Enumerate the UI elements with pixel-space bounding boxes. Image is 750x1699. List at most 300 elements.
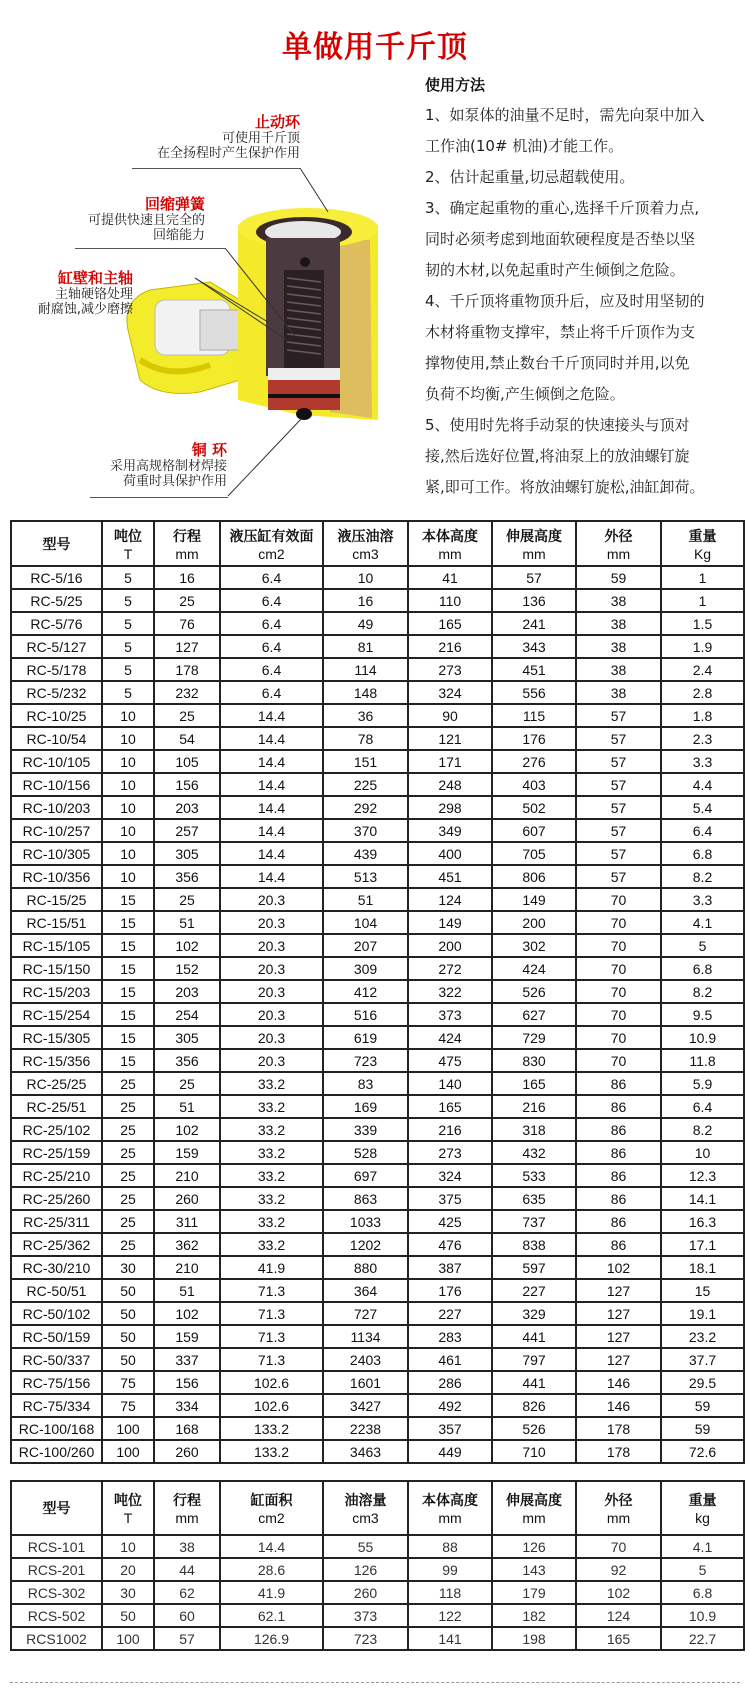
table-cell: RC-10/156 bbox=[11, 773, 102, 796]
table-cell: 83 bbox=[323, 1072, 408, 1095]
table-cell: 105 bbox=[154, 750, 220, 773]
table-cell: 3427 bbox=[323, 1394, 408, 1417]
table-cell: 102 bbox=[576, 1581, 661, 1604]
table-row bbox=[11, 1417, 744, 1440]
table-cell: 2.8 bbox=[661, 681, 744, 704]
table-cell: 1.5 bbox=[661, 612, 744, 635]
table-cell: 38 bbox=[576, 635, 661, 658]
table-cell: 38 bbox=[576, 589, 661, 612]
table-cell: 597 bbox=[492, 1256, 576, 1279]
table-cell: 159 bbox=[154, 1325, 220, 1348]
table-cell: 59 bbox=[576, 566, 661, 589]
table-cell: 30 bbox=[102, 1256, 154, 1279]
table-cell: 146 bbox=[576, 1394, 661, 1417]
table-cell: 179 bbox=[492, 1581, 576, 1604]
usage-line: 5、使用时先将手动泵的快速接头与顶对 bbox=[425, 416, 690, 434]
table-cell: 14.4 bbox=[220, 819, 323, 842]
column-header-label: 缸面积 bbox=[250, 1492, 293, 1508]
table-cell: 424 bbox=[492, 957, 576, 980]
column-header-label: 行程 bbox=[173, 1492, 201, 1508]
table-cell: 4.1 bbox=[661, 911, 744, 934]
table-cell: 227 bbox=[492, 1279, 576, 1302]
table-cell: 57 bbox=[576, 865, 661, 888]
table-cell: 729 bbox=[492, 1026, 576, 1049]
table-cell: 260 bbox=[154, 1440, 220, 1463]
table-cell: 273 bbox=[408, 658, 492, 681]
table-cell: 210 bbox=[154, 1164, 220, 1187]
column-header bbox=[492, 1481, 576, 1535]
table-cell: 8.2 bbox=[661, 1118, 744, 1141]
table-cell: 10 bbox=[661, 1141, 744, 1164]
table-cell: 33.2 bbox=[220, 1210, 323, 1233]
table-row bbox=[11, 1026, 744, 1049]
callout-title: 回缩弹簧 bbox=[144, 195, 205, 213]
column-header-label: 吨位 bbox=[114, 1492, 142, 1508]
column-header-unit: mm bbox=[522, 1510, 546, 1526]
table-cell: 635 bbox=[492, 1187, 576, 1210]
table-row bbox=[11, 1604, 744, 1627]
table-cell: 104 bbox=[323, 911, 408, 934]
table-cell: 57 bbox=[576, 842, 661, 865]
table-cell: 75 bbox=[102, 1371, 154, 1394]
table-cell: RC-25/25 bbox=[11, 1072, 102, 1095]
column-header-unit: cm2 bbox=[258, 1510, 285, 1526]
table-row bbox=[11, 1233, 744, 1256]
table-cell: 33.2 bbox=[220, 1118, 323, 1141]
table-cell: 737 bbox=[492, 1210, 576, 1233]
table-cell: 232 bbox=[154, 681, 220, 704]
table-cell: 4.1 bbox=[661, 1535, 744, 1558]
table-cell: 86 bbox=[576, 1141, 661, 1164]
table-cell: 110 bbox=[408, 589, 492, 612]
column-header bbox=[323, 1481, 408, 1535]
callout-text: 采用高规格制材焊接 bbox=[109, 459, 227, 474]
usage-line: 4、千斤顶将重物顶升后，应及时用坚韧的 bbox=[425, 292, 705, 310]
table-cell: 1.8 bbox=[661, 704, 744, 727]
column-header-unit: Kg bbox=[693, 545, 712, 562]
callout-stop-ring bbox=[157, 114, 300, 161]
table-cell: 273 bbox=[408, 1141, 492, 1164]
table-cell: 176 bbox=[408, 1279, 492, 1302]
table-cell: 33.2 bbox=[220, 1187, 323, 1210]
table-cell: RC-100/168 bbox=[11, 1417, 102, 1440]
table-row bbox=[11, 1627, 744, 1650]
table-row bbox=[11, 1187, 744, 1210]
table-cell: 502 bbox=[492, 796, 576, 819]
table-cell: 33.2 bbox=[220, 1233, 323, 1256]
table-cell: 710 bbox=[492, 1440, 576, 1463]
table-cell: 57 bbox=[576, 727, 661, 750]
table-cell: 57 bbox=[576, 750, 661, 773]
column-header bbox=[661, 1481, 744, 1535]
table-cell: 311 bbox=[154, 1210, 220, 1233]
table-cell: 322 bbox=[408, 980, 492, 1003]
table-cell: 292 bbox=[323, 796, 408, 819]
table-cell: 400 bbox=[408, 842, 492, 865]
table-cell: 168 bbox=[154, 1417, 220, 1440]
table-cell: 6.4 bbox=[220, 658, 323, 681]
usage-line: 接,然后选好位置,将油泵上的放油螺钉旋 bbox=[425, 447, 690, 465]
table-row bbox=[11, 1210, 744, 1233]
table-cell: 723 bbox=[323, 1627, 408, 1650]
table-cell: RCS-302 bbox=[11, 1581, 102, 1604]
table-cell: 124 bbox=[576, 1604, 661, 1627]
table-cell: RC-100/260 bbox=[11, 1440, 102, 1463]
table-cell: 526 bbox=[492, 980, 576, 1003]
table-cell: 70 bbox=[576, 957, 661, 980]
table-cell: 6.4 bbox=[220, 566, 323, 589]
table-cell: 159 bbox=[154, 1141, 220, 1164]
column-header bbox=[661, 521, 744, 566]
table-cell: RC-15/25 bbox=[11, 888, 102, 911]
table-cell: 254 bbox=[154, 1003, 220, 1026]
table-cell: 15 bbox=[102, 1026, 154, 1049]
table-cell: 75 bbox=[102, 1394, 154, 1417]
table-cell: RC-25/51 bbox=[11, 1095, 102, 1118]
dashed-divider bbox=[10, 1682, 740, 1683]
table-cell: 10 bbox=[323, 566, 408, 589]
table-cell: 10 bbox=[102, 819, 154, 842]
usage-heading: 使用方法 bbox=[425, 76, 486, 94]
table-cell: RC-10/305 bbox=[11, 842, 102, 865]
table-cell: 90 bbox=[408, 704, 492, 727]
table-cell: 70 bbox=[576, 934, 661, 957]
table-cell: 216 bbox=[408, 635, 492, 658]
table-cell: 15 bbox=[102, 888, 154, 911]
usage-line: 撑物使用,禁止数台千斤顶同时并用,以免 bbox=[425, 354, 690, 372]
table-cell: 178 bbox=[154, 658, 220, 681]
table-cell: 8.2 bbox=[661, 980, 744, 1003]
table-cell: 476 bbox=[408, 1233, 492, 1256]
table-cell: 133.2 bbox=[220, 1440, 323, 1463]
table-cell: RC-50/51 bbox=[11, 1279, 102, 1302]
callout-underline bbox=[75, 248, 225, 249]
table-row bbox=[11, 1141, 744, 1164]
table-cell: 5 bbox=[661, 934, 744, 957]
column-header bbox=[220, 1481, 323, 1535]
table-cell: 102 bbox=[576, 1256, 661, 1279]
table-cell: 5 bbox=[102, 566, 154, 589]
table-cell: 165 bbox=[408, 612, 492, 635]
usage-line: 3、确定起重物的重心,选择千斤顶着力点, bbox=[425, 199, 700, 217]
table-cell: 305 bbox=[154, 1026, 220, 1049]
table-row bbox=[11, 658, 744, 681]
table-cell: 88 bbox=[408, 1535, 492, 1558]
table-cell: 10.9 bbox=[661, 1026, 744, 1049]
table-row bbox=[11, 1371, 744, 1394]
table-cell: 57 bbox=[154, 1627, 220, 1650]
column-header-label: 外径 bbox=[604, 527, 633, 544]
column-header-unit: mm bbox=[522, 545, 546, 562]
table-cell: RC-5/16 bbox=[11, 566, 102, 589]
table-row bbox=[11, 727, 744, 750]
table-cell: 257 bbox=[154, 819, 220, 842]
table-cell: 41.9 bbox=[220, 1581, 323, 1604]
table-cell: 198 bbox=[492, 1627, 576, 1650]
table-cell: 20.3 bbox=[220, 911, 323, 934]
table-cell: 57 bbox=[576, 773, 661, 796]
table-cell: 14.1 bbox=[661, 1187, 744, 1210]
table-cell: 50 bbox=[102, 1604, 154, 1627]
table-row bbox=[11, 865, 744, 888]
table-cell: 2403 bbox=[323, 1348, 408, 1371]
table-cell: 33.2 bbox=[220, 1072, 323, 1095]
table-cell: 1134 bbox=[323, 1325, 408, 1348]
table-cell: 5 bbox=[102, 681, 154, 704]
table-cell: 44 bbox=[154, 1558, 220, 1581]
table-cell: 25 bbox=[154, 1072, 220, 1095]
table-row bbox=[11, 1535, 744, 1558]
table-cell: 412 bbox=[323, 980, 408, 1003]
page-title: 单做用千斤顶 bbox=[282, 30, 468, 65]
table-cell: 70 bbox=[576, 1049, 661, 1072]
table-cell: RC-25/159 bbox=[11, 1141, 102, 1164]
table-cell: 203 bbox=[154, 980, 220, 1003]
table-cell: 51 bbox=[154, 911, 220, 934]
table-cell: 207 bbox=[323, 934, 408, 957]
table-row bbox=[11, 1118, 744, 1141]
table-cell: 178 bbox=[576, 1440, 661, 1463]
table-cell: 17.1 bbox=[661, 1233, 744, 1256]
table-cell: 10 bbox=[102, 704, 154, 727]
table-cell: 461 bbox=[408, 1348, 492, 1371]
table-cell: 1033 bbox=[323, 1210, 408, 1233]
column-header bbox=[11, 521, 102, 566]
table-cell: 86 bbox=[576, 1118, 661, 1141]
callout-title: 铜 环 bbox=[191, 441, 227, 459]
table-cell: 55 bbox=[323, 1535, 408, 1558]
table-cell: RC-25/311 bbox=[11, 1210, 102, 1233]
table-cell: 15 bbox=[102, 1049, 154, 1072]
table-cell: 62.1 bbox=[220, 1604, 323, 1627]
table-cell: 72.6 bbox=[661, 1440, 744, 1463]
table-cell: 126.9 bbox=[220, 1627, 323, 1650]
table-cell: 227 bbox=[408, 1302, 492, 1325]
column-header-label: 油溶量 bbox=[344, 1492, 387, 1508]
callout-text: 耐腐蚀,减少磨擦 bbox=[37, 302, 133, 317]
table-cell: 5 bbox=[102, 658, 154, 681]
table-cell: 276 bbox=[492, 750, 576, 773]
table-cell: 318 bbox=[492, 1118, 576, 1141]
table-cell: 373 bbox=[323, 1604, 408, 1627]
table-cell: 20.3 bbox=[220, 1003, 323, 1026]
table-cell: 14.4 bbox=[220, 865, 323, 888]
table-cell: 356 bbox=[154, 865, 220, 888]
table-cell: 797 bbox=[492, 1348, 576, 1371]
table-cell: 149 bbox=[492, 888, 576, 911]
table-cell: 3463 bbox=[323, 1440, 408, 1463]
usage-line: 负荷不均衡,产生倾倒之危险。 bbox=[425, 385, 625, 403]
table-cell: 513 bbox=[323, 865, 408, 888]
table-cell: 51 bbox=[154, 1279, 220, 1302]
table-cell: 146 bbox=[576, 1371, 661, 1394]
table-cell: 41.9 bbox=[220, 1256, 323, 1279]
table-cell: 122 bbox=[408, 1604, 492, 1627]
table-cell: 349 bbox=[408, 819, 492, 842]
table-cell: 59 bbox=[661, 1394, 744, 1417]
table-cell: 298 bbox=[408, 796, 492, 819]
table-cell: 324 bbox=[408, 1164, 492, 1187]
table-cell: 337 bbox=[154, 1348, 220, 1371]
table-cell: 16.3 bbox=[661, 1210, 744, 1233]
table-row bbox=[11, 1279, 744, 1302]
usage-line: 紧,即可工作。将放油螺钉旋松,油缸卸荷。 bbox=[425, 478, 705, 496]
table-cell: 5.4 bbox=[661, 796, 744, 819]
column-header-unit: cm2 bbox=[258, 545, 285, 562]
table-cell: 806 bbox=[492, 865, 576, 888]
table-cell: 178 bbox=[576, 1417, 661, 1440]
table-cell: 121 bbox=[408, 727, 492, 750]
table-cell: RC-5/76 bbox=[11, 612, 102, 635]
table-cell: 826 bbox=[492, 1394, 576, 1417]
table-cell: 627 bbox=[492, 1003, 576, 1026]
table-cell: 50 bbox=[102, 1325, 154, 1348]
table-cell: 71.3 bbox=[220, 1325, 323, 1348]
table-cell: 102.6 bbox=[220, 1394, 323, 1417]
table-cell: 78 bbox=[323, 727, 408, 750]
table-cell: RCS-201 bbox=[11, 1558, 102, 1581]
table-cell: 10 bbox=[102, 727, 154, 750]
column-header bbox=[102, 1481, 154, 1535]
rc-table-body bbox=[11, 566, 744, 1463]
table-cell: 324 bbox=[408, 681, 492, 704]
table-cell: 9.5 bbox=[661, 1003, 744, 1026]
rcs-table-body bbox=[11, 1535, 744, 1650]
table-cell: 272 bbox=[408, 957, 492, 980]
table-cell: 71.3 bbox=[220, 1302, 323, 1325]
table-cell: 51 bbox=[323, 888, 408, 911]
table-cell: 18.1 bbox=[661, 1256, 744, 1279]
table-cell: 25 bbox=[102, 1118, 154, 1141]
table-cell: 176 bbox=[492, 727, 576, 750]
table-cell: 880 bbox=[323, 1256, 408, 1279]
table-cell: 14.4 bbox=[220, 842, 323, 865]
table-cell: 33.2 bbox=[220, 1095, 323, 1118]
callout-underline bbox=[90, 497, 228, 498]
table-cell: 16 bbox=[154, 566, 220, 589]
table-cell: 57 bbox=[576, 796, 661, 819]
column-header bbox=[323, 521, 408, 566]
table-cell: 25 bbox=[102, 1095, 154, 1118]
table-row bbox=[11, 1256, 744, 1279]
table-cell: 49 bbox=[323, 612, 408, 635]
table-cell: 15 bbox=[102, 980, 154, 1003]
table-cell: 451 bbox=[408, 865, 492, 888]
table-cell: 118 bbox=[408, 1581, 492, 1604]
table-cell: RC-25/362 bbox=[11, 1233, 102, 1256]
callout-text: 可提供快速且完全的 bbox=[87, 213, 205, 228]
table-cell: 241 bbox=[492, 612, 576, 635]
column-header-unit: mm bbox=[606, 1510, 631, 1526]
table-cell: 425 bbox=[408, 1210, 492, 1233]
table-cell: 15 bbox=[102, 1003, 154, 1026]
table-row bbox=[11, 635, 744, 658]
table-cell: 339 bbox=[323, 1118, 408, 1141]
table-cell: 6.4 bbox=[661, 819, 744, 842]
column-header-label: 伸展高度 bbox=[506, 527, 562, 544]
table-cell: 11.8 bbox=[661, 1049, 744, 1072]
table-cell: 216 bbox=[408, 1118, 492, 1141]
table-cell: 727 bbox=[323, 1302, 408, 1325]
column-header-label: 液压缸有效面 bbox=[229, 527, 314, 544]
table-cell: 619 bbox=[323, 1026, 408, 1049]
table-cell: 76 bbox=[154, 612, 220, 635]
table-cell: 5 bbox=[661, 1558, 744, 1581]
table-cell: 149 bbox=[408, 911, 492, 934]
callout-text: 可使用千斤顶 bbox=[221, 131, 300, 146]
table-cell: 70 bbox=[576, 1003, 661, 1026]
table-cell: 33.2 bbox=[220, 1164, 323, 1187]
table-row bbox=[11, 957, 744, 980]
column-header-label: 外径 bbox=[604, 1492, 633, 1508]
table-cell: 533 bbox=[492, 1164, 576, 1187]
table-cell: 4.4 bbox=[661, 773, 744, 796]
table-cell: 6.8 bbox=[661, 842, 744, 865]
table-cell: 5 bbox=[102, 635, 154, 658]
table-cell: 863 bbox=[323, 1187, 408, 1210]
table-cell: 225 bbox=[323, 773, 408, 796]
table-cell: 20.3 bbox=[220, 980, 323, 1003]
column-header bbox=[11, 1481, 102, 1535]
table-cell: 22.7 bbox=[661, 1627, 744, 1650]
table-row bbox=[11, 911, 744, 934]
table-cell: 838 bbox=[492, 1233, 576, 1256]
table-cell: 100 bbox=[102, 1627, 154, 1650]
table-cell: 3.3 bbox=[661, 888, 744, 911]
column-header bbox=[102, 521, 154, 566]
table-cell: RC-75/334 bbox=[11, 1394, 102, 1417]
table-cell: 70 bbox=[576, 888, 661, 911]
table-cell: 248 bbox=[408, 773, 492, 796]
column-header-unit: T bbox=[123, 1510, 133, 1526]
table-cell: 71.3 bbox=[220, 1348, 323, 1371]
table-row bbox=[11, 1095, 744, 1118]
table-cell: 20.3 bbox=[220, 1049, 323, 1072]
table-cell: 102 bbox=[154, 934, 220, 957]
table-cell: 38 bbox=[576, 612, 661, 635]
table-cell: 14.4 bbox=[220, 727, 323, 750]
table-cell: RC-25/102 bbox=[11, 1118, 102, 1141]
column-header-unit: kg bbox=[695, 1510, 710, 1526]
table-cell: 12.3 bbox=[661, 1164, 744, 1187]
table-cell: 38 bbox=[154, 1535, 220, 1558]
table-cell: 182 bbox=[492, 1604, 576, 1627]
column-header-unit: mm bbox=[606, 545, 631, 562]
usage-line: 同时必须考虑到地面软硬程度是否垫以坚 bbox=[425, 230, 696, 248]
column-header-label: 本体高度 bbox=[422, 1492, 478, 1508]
table-cell: RC-25/260 bbox=[11, 1187, 102, 1210]
table-row bbox=[11, 750, 744, 773]
usage-line: 1、如泵体的油量不足时，需先向泵中加入 bbox=[425, 106, 705, 124]
table-cell: RC-75/156 bbox=[11, 1371, 102, 1394]
table-cell: 114 bbox=[323, 658, 408, 681]
table-cell: 2.3 bbox=[661, 727, 744, 750]
callout-text: 在全扬程时产生保护作用 bbox=[156, 146, 300, 161]
table-cell: 2238 bbox=[323, 1417, 408, 1440]
table-cell: 86 bbox=[576, 1164, 661, 1187]
table-cell: RC-15/150 bbox=[11, 957, 102, 980]
table-cell: 441 bbox=[492, 1371, 576, 1394]
table-cell: 60 bbox=[154, 1604, 220, 1627]
table-cell: 441 bbox=[492, 1325, 576, 1348]
usage-line: 韧的木材,以免起重时产生倾倒之危险。 bbox=[425, 261, 685, 279]
table-cell: 305 bbox=[154, 842, 220, 865]
table-cell: 100 bbox=[102, 1440, 154, 1463]
table-cell: 607 bbox=[492, 819, 576, 842]
table-cell: 210 bbox=[154, 1256, 220, 1279]
column-header-label: 重量 bbox=[688, 527, 717, 544]
table-cell: 439 bbox=[323, 842, 408, 865]
